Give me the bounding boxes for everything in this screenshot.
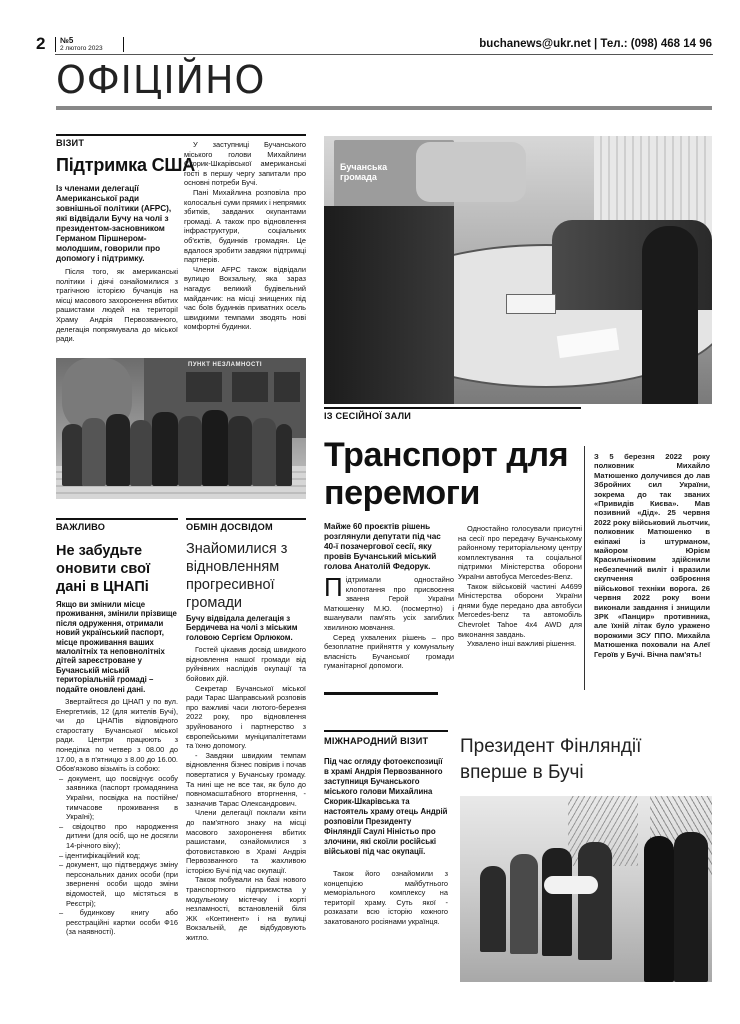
session-lead: Майже 60 проєктів рішень розглянули депутати під час 40-ї позачергової сесії, яку провів Бучанський міський голова Анатолій Федорук.: [324, 522, 441, 571]
person: [510, 854, 538, 954]
header-divider-mid: [123, 37, 124, 52]
visit-photo: [56, 358, 306, 499]
list-item: – ідентифікаційний код;: [59, 850, 141, 860]
international-title: Президент Фінляндії вперше в Бучі: [460, 736, 642, 783]
exchange-lead: Бучу відвідала делегація з Бердичева на чолі з міським головою Сергієм Орлюком.: [186, 614, 298, 642]
page-number: 2: [36, 34, 46, 53]
session-paragraph: Також військовій частині А4699 Міністерства оборони України днями буде передано два автобуси Mercedes-benz та автомобіль Chevrolet Tahoe 4x4 AWD для виконання завдань.: [458, 581, 582, 639]
visit-paragraph: Після того, як американські політики і діячі ознайомилися з трагічною історією бучанців на місці масового захоронення вбитих рашистами людей на території Храму Андрія Первозванного, делегація попрямувала до міської ради.: [56, 267, 178, 344]
list-item: – будинкову книгу або реєстраційні картки особи Ф16 (за наявності).: [59, 908, 178, 937]
header-contacts[interactable]: buchanews@ukr.net | Тел.: (098) 468 14 96: [479, 38, 712, 50]
session-paragraph: Серед ухвалених рішень – про безоплатне прийняття у комунальну власність Бучанської громади гуманітарної допомоги.: [324, 632, 454, 671]
person: [480, 866, 506, 952]
list-item: – свідоцтво про народження дитини (для осіб, що не досягли 14-річного віку);: [59, 821, 178, 850]
session-sidebar: [594, 452, 710, 659]
list-item: – документ, що підтверджує зміну персональних даних особи (при зверненні особи щодо зміни відомостей, що містяться в Реєстрі);: [59, 860, 178, 908]
international-kicker: МІЖНАРОДНИЙ ВІЗИТ: [324, 736, 429, 746]
international-top-rule: [324, 692, 438, 695]
visit-col-2: [184, 140, 306, 332]
visit-paragraph: Члени AFPC також відвідали вулицю Вокзальну, яка зараз нагадує великий будівельний майданчик: на місці знищених під час боїв будинків приватних осель швидкими темпами зводять нові комфортні будинки.: [184, 264, 306, 332]
person: [542, 848, 572, 956]
session-paragraph: ідтримали одностайно клопотання про присвоєння звання Герой України Матюшенку М.Ю. (посмертно) і вшанували пам'ять усіх загиблих хвилиною мовчання.: [324, 575, 454, 632]
exchange-title: Знайомилися з відновленням прогресивної громади: [186, 541, 288, 611]
visit-title: Підтримка США: [56, 155, 196, 175]
person-foreground-right: [642, 226, 698, 404]
session-photo: [324, 136, 712, 404]
exchange-paragraph: Також побували на базі нового транспортного підприємства у модульному містечку і корті незламності, встановленій біля ЖК «Континент» і на вулиці Вокзальній, де відбудовують житло.: [186, 875, 306, 943]
section-rule: [56, 106, 712, 110]
session-title: Транспорт для перемоги: [324, 436, 569, 512]
session-col-2: [458, 524, 582, 649]
session-col-1: [324, 522, 454, 671]
person: [674, 832, 708, 982]
important-lead: Якщо ви змінили місце проживання, змінили прізвище після одруження, отримали новий український паспорт, місце проживання ваших малолітніх та неповнолітніх дітей зареєстроване у Бучанській міській територіальній громаді – подайте оновлені дані.: [56, 600, 177, 694]
important-paragraph: Звертайтеся до ЦНАП у по вул. Енергетиків, 12 (для жителів Бучі), чи до ЦНАПів відповідного старостату Бучанської міської ради. Центри працюють з понеділка по четвер з 08.00 до 17.00, а в п'ятницю з 8.00 до 16.00. Обов'язково візьміть із собою:: [56, 697, 178, 774]
person: [578, 842, 612, 960]
seated-people-left: [324, 206, 454, 404]
building-window: [232, 372, 268, 402]
visit-lead: Із членами делегації Американської ради зовнішньої політики (AFPC), які відвідали Бучу на чолі з президентом-засновником Германом Піршнером-молодшим, говорили про допомогу і підтримку.: [56, 184, 172, 263]
projector: [506, 294, 556, 314]
header-rule: [55, 54, 713, 55]
international-kicker-line: [324, 730, 448, 732]
list-item: – документ, що посвідчує особу заявника (паспорт громадянина України, посвідка на постійне/тимчасове проживання в Україні);: [59, 773, 178, 822]
international-paragraph: Також його ознайомили з концепцією майбутнього меморіального комплексу на території храму. Суть якої - розказати всю історію кожного закатованого росіянами українця.: [324, 869, 448, 926]
building-window: [186, 372, 222, 402]
group-of-people: [62, 404, 292, 490]
important-kicker: ВАЖЛИВО: [56, 522, 106, 532]
session-kicker: ІЗ СЕСІЙНОЇ ЗАЛИ: [324, 411, 412, 421]
header-divider-left: [55, 37, 56, 52]
screen-label: Бучанська громада: [340, 162, 388, 182]
visit-paragraph: Пані Михайлина розповіла про колосальні суми прямих і непрямих збитків, завданих окупантами громаді. А також про відновлення інфраструктури, соціальних об'єктів, будинків громадян. Це вдалося зробити завдяки підтримці партнерів.: [184, 187, 306, 265]
international-photo: [460, 796, 712, 982]
exchange-paragraph: Гостей цікавив досвід швидкого відновлення нашої громади від руйнівних наслідків окупації та бойових дій.: [186, 645, 306, 683]
flowers: [544, 876, 598, 894]
exchange-paragraph: Члени делегації поклали квіти до пам'ятного знаку на місці масового захоронення вбитих рашистами, ознайомилися з фотовиставкою в Храмі Андрія Первозванного та жахливою історією Бучі під час окупації.: [186, 808, 306, 875]
issue-date: 2 лютого 2023: [60, 45, 103, 52]
international-lead: Під час огляду фотоекспозиції в храмі Андрія Первозванного заступниця Бучанського міського голови Михайлина Скорик-Шкарівська та настоятель храму отець Андрій розповіли Президенту Фінляндії Саулі Ніністьо про злочини, які скоїли російські військові під час окупації.: [324, 757, 448, 856]
session-paragraph: Одностайно голосували присутні на сесії про передачу Бучанському районному територіальному центру комплектування та соціальної підтримки Міністерства оборони України автобуса Mercedes-Benz.: [458, 524, 582, 581]
map-board: [416, 142, 526, 202]
visit-kicker: ВІЗИТ: [56, 138, 85, 148]
exchange-paragraph: - Завдяки швидким темпам відновлення бізнес повірив і почав повертатися у Бучанську громаду. Та нині ще не все так, як було до повномасштабного вторгнення, - зазначив Тарас Олександрович.: [186, 750, 306, 808]
person: [644, 836, 674, 982]
important-body: [56, 600, 178, 937]
exchange-body: [186, 614, 306, 943]
section-title: ОФІЦІЙНО: [56, 58, 266, 102]
building-window: [274, 372, 300, 402]
session-dropcap: П: [324, 572, 343, 602]
issue-number: №5: [60, 36, 74, 45]
international-body: [324, 757, 448, 927]
important-title: Не забудьте оновити свої дані в ЦНАПі: [56, 543, 151, 595]
session-sidebar-border: [584, 446, 585, 690]
visit-kicker-line: [56, 134, 306, 136]
session-sidebar-text: З 5 березня 2022 року полковник Михайло Матюшенко долучився до лав Збройних сил України, зокрема до так званих «Привидів Києва». Мав позивний «Дід». 25 червня 2022 року військовий льотчик, полковник Матюшенко в екіпажі із штурманом, майором Юрієм Красильніковим здійснили небезпечний виліт і вразили скупчення озброєння військової техніки ворога. 26 червня 2022 року вони виконали завдання і знищили ЗРК «Панцир» противника, але їхній літак було уражено ворожими ЗСУ ППО. Михайла Матюшенка поховали на Алеї Героїв у Бучі. Вічна пам'ять!: [594, 452, 710, 659]
exchange-paragraph: Секретар Бучанської міської ради Тарас Шаправський розповів про важливі часи лютого-березня 2022 року, про відновлення зруйнованого і партнерство з європейськими муніципалітетами та їхню допомогу.: [186, 683, 306, 751]
visit-paragraph: У заступниці Бучанського міського голови Михайлини Скорик-Шкарівської американські гості в першу чергу запитали про основні потреби Бучі.: [184, 140, 306, 188]
exchange-kicker: ОБМІН ДОСВІДОМ: [186, 522, 273, 532]
visit-col-1: [56, 184, 178, 344]
building-sign: ПУНКТ НЕЗЛАМНОСТІ: [188, 362, 263, 368]
session-paragraph: Ухвалено інші важливі рішення.: [467, 639, 576, 649]
